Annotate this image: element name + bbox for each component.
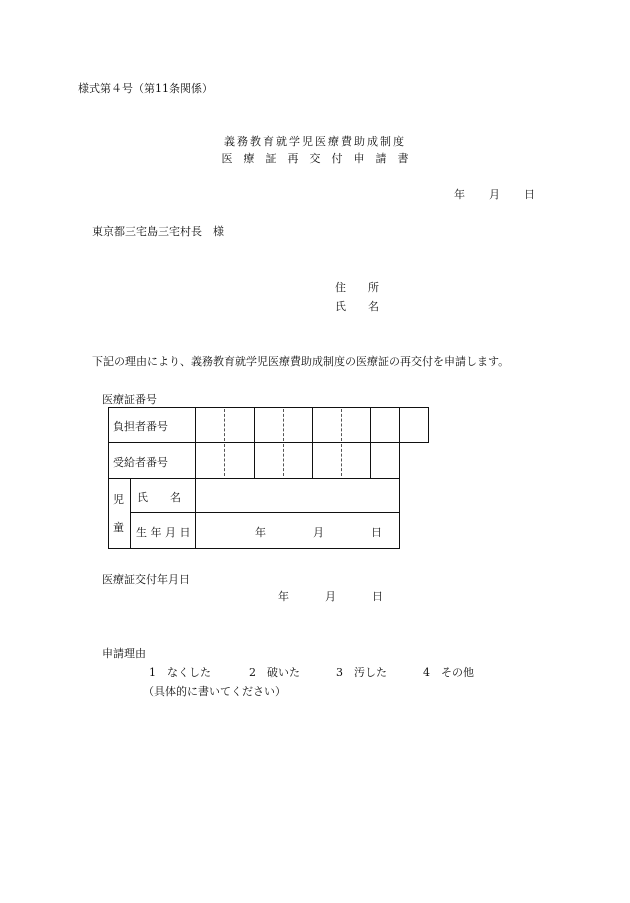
name-label: 氏 名 [335, 300, 379, 313]
reason-option-4: 4 その他 [423, 666, 474, 679]
payer-number-label: 負担者番号 [113, 420, 168, 433]
reason-note: （具体的に書いてください） [143, 685, 286, 698]
child-label-2: 童 [113, 521, 124, 534]
birth-year-label: 年 [255, 526, 266, 539]
addressee: 東京都三宅島三宅村長 様 [92, 225, 224, 238]
title-line-2: 医 療 証 再 交 付 申 請 書 [221, 152, 409, 165]
child-label-1: 児 [113, 493, 124, 506]
issue-month-label: 月 [325, 590, 336, 603]
birth-month-label: 月 [313, 526, 324, 539]
title-line-1: 義務教育就学児医療費助成制度 [224, 135, 406, 148]
issue-date-label: 医療証交付年月日 [102, 573, 190, 586]
reason-option-1: 1 なくした [149, 666, 211, 679]
date-month-label: 月 [489, 188, 500, 201]
address-label: 住 所 [335, 281, 379, 294]
certificate-number-heading: 医療証番号 [102, 393, 157, 406]
recipient-number-label: 受給者番号 [113, 456, 168, 469]
date-year-label: 年 [454, 188, 465, 201]
birthdate-label: 生 年 月 日 [136, 526, 191, 539]
reason-heading: 申請理由 [102, 647, 146, 660]
issue-year-label: 年 [278, 590, 289, 603]
child-name-label: 氏 名 [137, 491, 181, 504]
request-statement: 下記の理由により、義務教育就学児医療費助成制度の医療証の再交付を申請します。 [92, 355, 510, 368]
reason-option-3: 3 汚した [336, 666, 387, 679]
birth-day-label: 日 [371, 526, 382, 539]
date-day-label: 日 [524, 188, 535, 201]
form-number: 様式第４号（第11条関係） [78, 82, 213, 95]
issue-day-label: 日 [372, 590, 383, 603]
reason-option-2: 2 破いた [249, 666, 300, 679]
